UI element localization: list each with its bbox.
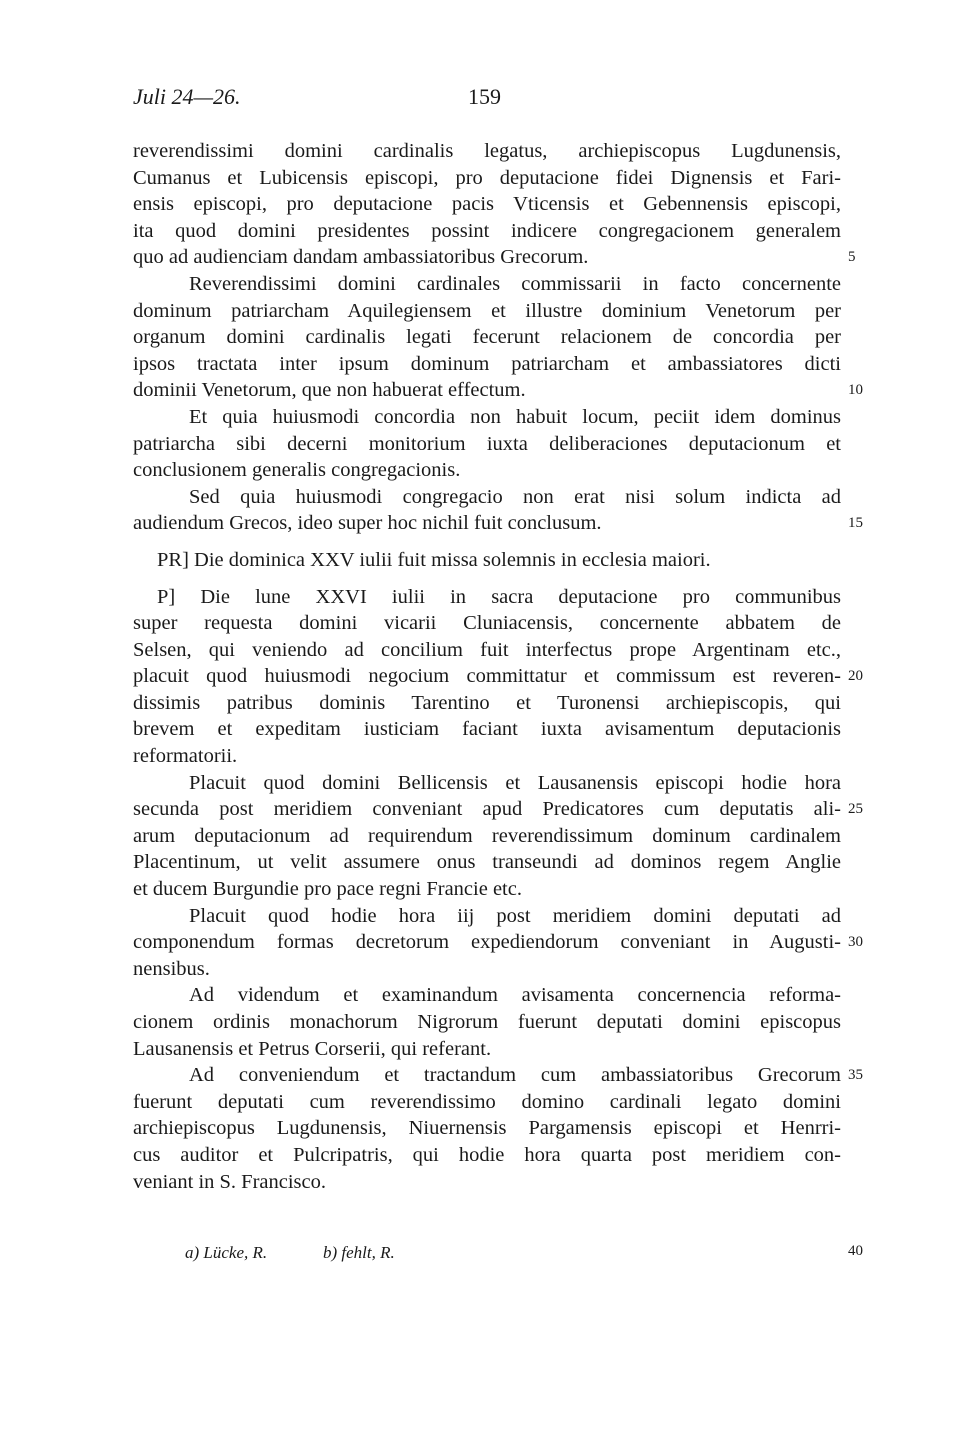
text-line: dissimis patribus dominis Tarentino et Turonensi archiepiscopis, qui bbox=[133, 691, 841, 714]
text-line: archiepiscopus Lugdunensis, Niuernensis Pargamensis episcopi et Henrri- bbox=[133, 1117, 841, 1140]
text-line: componendum formas decretorum expediendorum conveniant in Augusti- 30 bbox=[133, 929, 841, 956]
text-line: cionem ordinis monachorum Nigrorum fuerunt deputati domini episcopus bbox=[133, 1011, 841, 1033]
page-number: 159 bbox=[468, 84, 501, 109]
text-line: Et quia huiusmodi concordia non habuit locum, peciit idem dominus bbox=[189, 405, 841, 428]
text-line: ensis episcopi, pro deputacione pacis Vticensis et Gebennensis episcopi, bbox=[133, 193, 841, 216]
text-line: PR] Die dominica XXV iulii fuit missa solemnis in ecclesia maiori. bbox=[157, 548, 711, 571]
text-line: fuerunt deputati cum reverendissimo domino cardinali legato domini bbox=[133, 1090, 841, 1113]
text-line: nensibus. bbox=[133, 957, 210, 980]
text-line: dominii Venetorum, que non habuerat effectum. 10 bbox=[133, 377, 841, 404]
running-title: Juli 24—26. bbox=[133, 84, 241, 109]
text-line: Placuit quod domini Bellicensis et Lausanensis episcopi hodie hora bbox=[189, 771, 841, 794]
text-line: ipsos tractata inter ipsum dominum patriarcham et ambassiatores dicti bbox=[133, 352, 841, 375]
text-line: Placentinum, ut velit assumere onus transeundi ad dominos regem Anglie bbox=[133, 851, 841, 874]
text-line: et ducem Burgundie pro pace regni Francie etc. bbox=[133, 878, 522, 901]
page-header bbox=[133, 84, 841, 114]
text-line: Cumanus et Lubicensis episcopi, pro deputacione fidei Dignensis et Fari- bbox=[133, 166, 841, 189]
text-line: conclusionem generalis congregacionis. bbox=[133, 459, 461, 482]
line-number: 15 bbox=[848, 515, 863, 532]
line-number: 40 bbox=[848, 1243, 863, 1259]
text-line: Placuit quod hodie hora iij post meridiem domini deputati ad bbox=[189, 904, 841, 927]
text-line: Ad conveniendum et tractandum cum ambassiatoribus Grecorum 35 bbox=[133, 1062, 841, 1089]
text-line: arum deputacionum ad requirendum reverendissimum dominum cardinalem bbox=[133, 824, 841, 847]
text-line: P] Die lune XXVI iulii in sacra deputacione pro communibus bbox=[157, 585, 841, 608]
text-line: patriarcha sibi decerni monitorium iuxta deliberaciones deputacionum et bbox=[133, 432, 841, 455]
text-line: Sed quia huiusmodi congregacio non erat nisi solum indicta ad bbox=[189, 485, 841, 508]
text-line: Reverendissimi domini cardinales commissarii in facto concernente bbox=[189, 272, 841, 295]
text-line: ita quod domini presidentes possint indicere congregacionem generalem bbox=[133, 219, 841, 242]
text-line: quo ad audienciam dandam ambassiatoribus Grecorum. 5 bbox=[133, 244, 841, 271]
main-text bbox=[133, 138, 863, 1195]
text-line: placuit quod huiusmodi negocium committatur et commissum est reveren- 20 bbox=[133, 663, 841, 690]
line-number: 20 bbox=[848, 668, 863, 685]
footnote-a: a) Lücke, R. bbox=[185, 1243, 268, 1262]
text-line: audiendum Grecos, ideo super hoc nichil fuit conclusum. 15 bbox=[133, 510, 841, 537]
text-line: Ad videndum et examinandum avisamenta concernencia reforma- bbox=[189, 984, 841, 1007]
line-number: 35 bbox=[848, 1067, 863, 1084]
text-line: brevem et expeditam iusticiam faciant iuxta avisamentum deputacionis bbox=[133, 718, 841, 741]
text-line: dominum patriarcham Aquilegiensem et illustre dominium Venetorum per bbox=[133, 299, 841, 322]
text-line: cus auditor et Pulcripatris, qui hodie hora quarta post meridiem con- bbox=[133, 1143, 841, 1166]
line-number: 5 bbox=[848, 249, 856, 266]
line-number: 30 bbox=[848, 934, 863, 951]
text-line: Lausanensis et Petrus Corserii, qui referant. bbox=[133, 1037, 492, 1060]
text-line: secunda post meridiem conveniant apud Predicatores cum deputatis ali- 25 bbox=[133, 796, 841, 823]
footnote-b: b) fehlt, R. bbox=[323, 1243, 395, 1262]
text-line: veniant in S. Francisco. bbox=[133, 1170, 327, 1193]
line-number: 25 bbox=[848, 801, 863, 818]
text-line: reverendissimi domini cardinalis legatus, archiepiscopus Lugdunensis, bbox=[133, 140, 841, 162]
text-line: organum domini cardinalis legati fecerunt relacionem de concordia per bbox=[133, 326, 841, 349]
line-number: 10 bbox=[848, 382, 863, 399]
text-line: reformatorii. bbox=[133, 745, 238, 768]
text-line: Selsen, qui veniendo ad concilium fuit interfectus prope Argentinam etc., bbox=[133, 638, 841, 661]
text-line: super requesta domini vicarii Cluniacensis, concernente abbatem de bbox=[133, 612, 841, 635]
